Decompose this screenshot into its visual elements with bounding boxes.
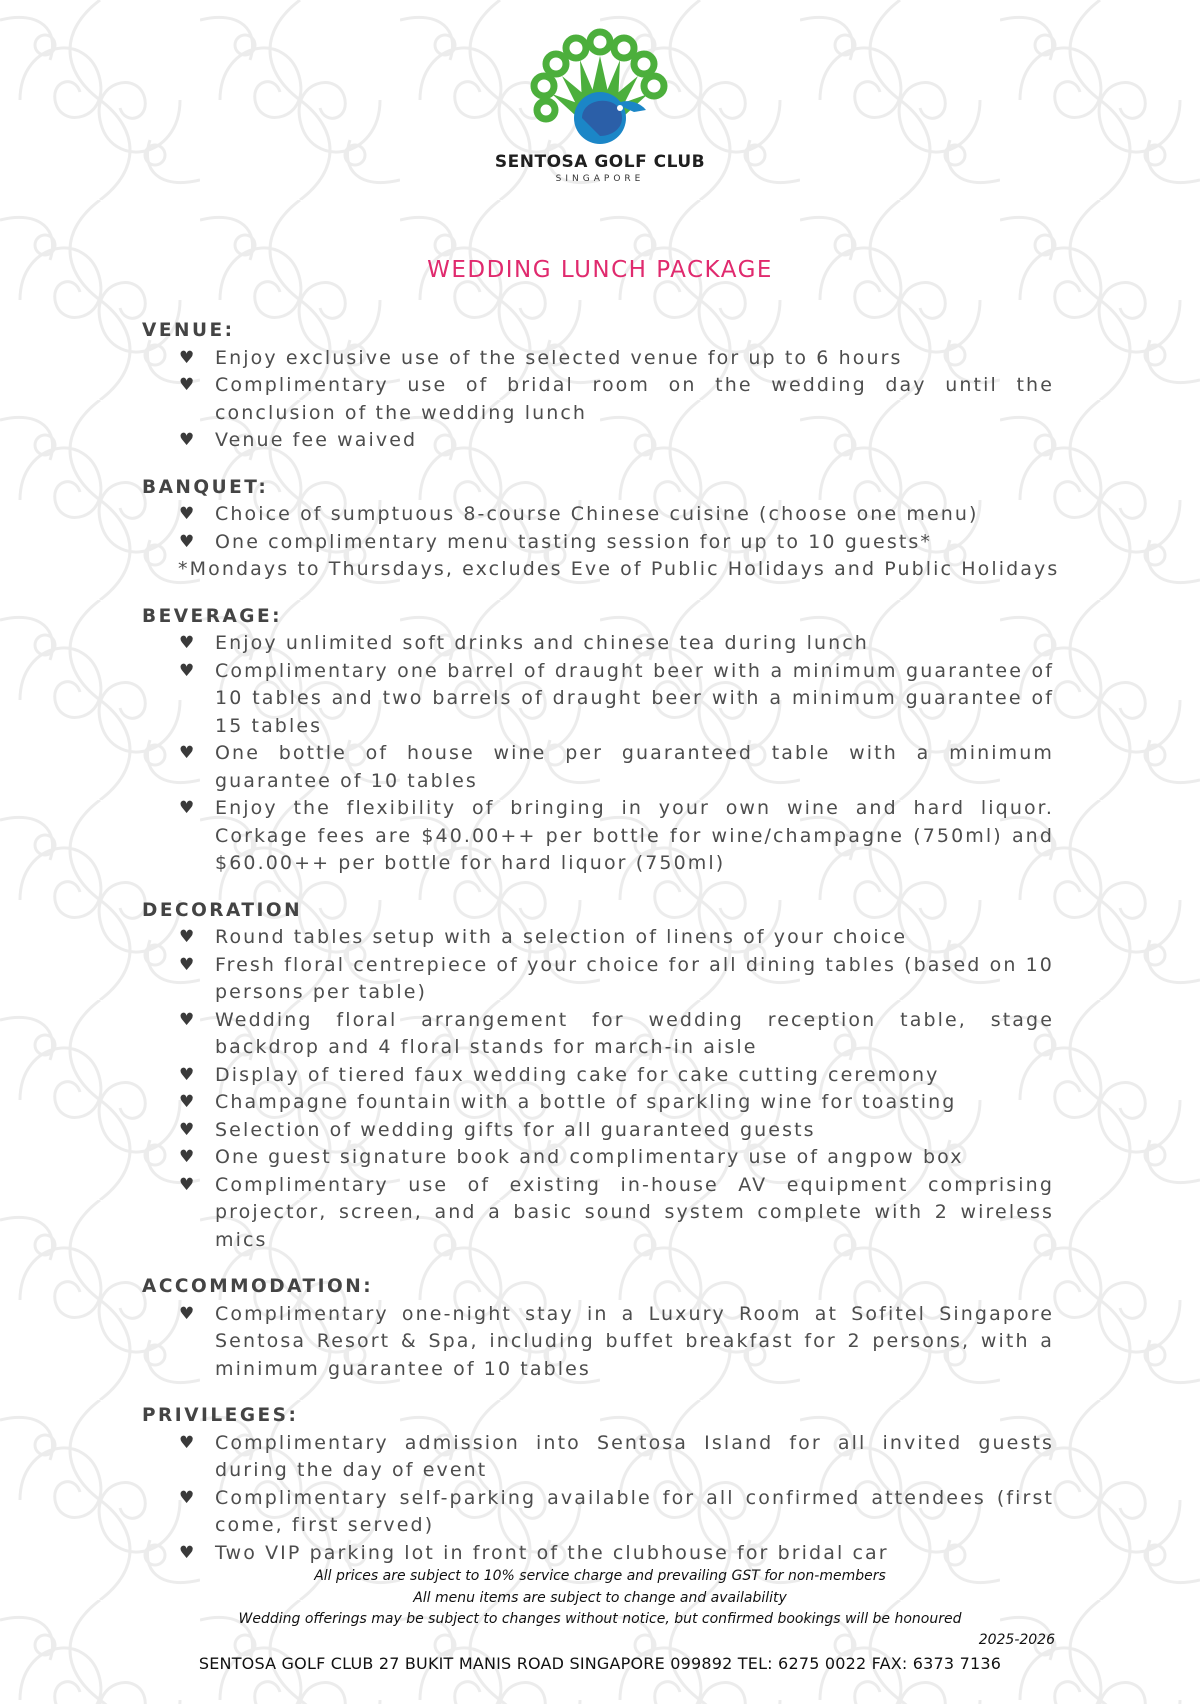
heart-bullet-icon: ♥ xyxy=(179,954,197,975)
logo-name: SENTOSA GOLF CLUB xyxy=(494,152,706,172)
list-item xyxy=(142,952,1054,1007)
list-item-text: Round tables setup with a selection of linens of your choice xyxy=(215,926,908,948)
list-item xyxy=(142,1144,1054,1172)
list-item-text: Wedding floral arrangement for wedding reception table, stage backdrop and 4 floral stands for march-in aisle xyxy=(215,1008,1054,1058)
year-label: 2025-2026 xyxy=(978,1632,1055,1648)
list-item-text: Complimentary self-parking available for all confirmed attendees (first come, first served) xyxy=(215,1486,1054,1536)
logo-subtitle: SINGAPORE xyxy=(555,174,645,184)
list-item-text: Complimentary use of bridal room on the wedding day until the conclusion of the wedding lunch xyxy=(215,374,1054,424)
list-item xyxy=(142,529,1054,557)
heart-bullet-icon: ♥ xyxy=(179,798,197,818)
list-item xyxy=(142,1007,1054,1062)
list-item-text: One complimentary menu tasting session for up to 10 guests* xyxy=(215,530,932,553)
disclaimers xyxy=(0,1566,1200,1631)
list-item xyxy=(142,924,1054,952)
list-item xyxy=(142,795,1054,878)
list-item-text: Venue fee waived xyxy=(215,429,418,451)
section-banquet xyxy=(142,474,1060,584)
list-item-text: Champagne fountain with a bottle of sparkling wine for toasting xyxy=(215,1091,957,1113)
page-title: WEDDING LUNCH PACKAGE xyxy=(427,257,773,283)
section-heading: DECORATION xyxy=(142,899,303,921)
section-list xyxy=(142,630,1054,878)
section-heading: BANQUET: xyxy=(142,476,269,498)
section-list xyxy=(142,501,1054,556)
heart-bullet-icon: ♥ xyxy=(179,375,197,395)
heart-bullet-icon: ♥ xyxy=(179,1147,197,1167)
heart-bullet-icon: ♥ xyxy=(179,1009,197,1030)
disclaimer-line: All prices are subject to 10% service charge and prevailing GST for non-members xyxy=(314,1568,886,1584)
list-item xyxy=(142,345,1054,373)
heart-bullet-icon: ♥ xyxy=(179,1064,197,1085)
disclaimer-line: Wedding offerings may be subject to changes without notice, but confirmed bookings will be honoured xyxy=(238,1611,962,1627)
heart-bullet-icon: ♥ xyxy=(179,633,197,653)
section-list xyxy=(142,1430,1054,1568)
heart-bullet-icon: ♥ xyxy=(179,504,197,524)
section-accommodation xyxy=(142,1273,1054,1383)
section-privileges xyxy=(142,1402,1054,1567)
footer-address: SENTOSA GOLF CLUB 27 BUKIT MANIS ROAD SINGAPORE 099892 TEL: 6275 0022 FAX: 6373 7136 xyxy=(198,1654,1002,1673)
list-item xyxy=(142,501,1054,529)
list-item-text: Complimentary one barrel of draught beer with a minimum guarantee of 10 tables and two barrels of draught beer with a minimum guarantee of 15 tables xyxy=(215,659,1054,737)
list-item-text: Two VIP parking lot in front of the clubhouse for bridal car xyxy=(215,1541,889,1564)
heart-bullet-icon: ♥ xyxy=(179,1432,197,1453)
disclaimer-line: All menu items are subject to change and availability xyxy=(413,1589,787,1606)
heart-bullet-icon: ♥ xyxy=(179,1303,197,1324)
section-note: *Mondays to Thursdays, excludes Eve of Public Holidays and Public Holidays xyxy=(178,558,1060,580)
list-item-text: Fresh floral centrepiece of your choice for all dining tables (based on 10 persons per table) xyxy=(215,953,1054,1003)
list-item-text: Complimentary one-night stay in a Luxury Room at Sofitel Singapore Sentosa Resort & Spa, including buffet breakfast for 2 persons, with a minimum guarantee of 10 tables xyxy=(215,1302,1054,1380)
heart-bullet-icon: ♥ xyxy=(179,1487,197,1508)
section-beverage xyxy=(142,603,1054,878)
list-item-text: One bottle of house wine per guaranteed table with a minimum guarantee of 10 tables xyxy=(215,742,1054,792)
list-item-text: Choice of sumptuous 8-course Chinese cuisine (choose one menu) xyxy=(215,503,979,525)
list-item xyxy=(142,1172,1054,1255)
list-item xyxy=(142,427,1054,455)
heart-bullet-icon: ♥ xyxy=(179,743,197,763)
heart-bullet-icon: ♥ xyxy=(179,347,197,368)
section-heading: VENUE: xyxy=(142,320,235,341)
heart-bullet-icon: ♥ xyxy=(179,1119,197,1140)
heart-bullet-icon: ♥ xyxy=(179,1092,197,1112)
peacock-icon xyxy=(530,26,670,146)
heart-bullet-icon: ♥ xyxy=(179,430,197,450)
list-item-text: Enjoy unlimited soft drinks and chinese tea during lunch xyxy=(215,632,869,654)
list-item xyxy=(142,658,1054,741)
list-item-text: Display of tiered faux wedding cake for cake cutting ceremony xyxy=(215,1063,940,1086)
club-logo xyxy=(490,26,710,194)
list-item xyxy=(142,1485,1054,1540)
section-heading: BEVERAGE: xyxy=(142,605,282,627)
list-item-text: One guest signature book and complimentary use of angpow box xyxy=(215,1146,964,1168)
list-item xyxy=(142,740,1054,795)
list-item-text: Complimentary admission into Sentosa Island for all invited guests during the day of event xyxy=(215,1431,1054,1481)
list-item-text: Complimentary use of existing in-house AV equipment comprising projector, screen, and a basic sound system complete with 2 wireless mics xyxy=(215,1173,1054,1251)
section-heading: PRIVILEGES: xyxy=(142,1405,299,1426)
list-item xyxy=(142,630,1054,658)
package-content xyxy=(142,317,1060,1586)
heart-bullet-icon: ♥ xyxy=(179,927,197,947)
section-decoration xyxy=(142,897,1054,1255)
section-list xyxy=(142,924,1054,1254)
section-list xyxy=(142,1301,1054,1384)
section-list xyxy=(142,345,1054,455)
list-item xyxy=(142,1540,1054,1568)
heart-bullet-icon: ♥ xyxy=(179,660,197,681)
list-item xyxy=(142,1117,1054,1145)
section-venue xyxy=(142,317,1054,455)
list-item-text: Enjoy the flexibility of bringing in your own wine and hard liquor. Corkage fees are $40.00++ per bottle for wine/champagne (750ml) and $60.00++ per bottle for hard liquor (750ml) xyxy=(215,797,1054,874)
heart-bullet-icon: ♥ xyxy=(179,1174,197,1195)
section-heading: ACCOMMODATION: xyxy=(142,1276,374,1297)
list-item xyxy=(142,1062,1054,1090)
heart-bullet-icon: ♥ xyxy=(179,531,197,552)
list-item xyxy=(142,1089,1054,1117)
list-item xyxy=(142,1301,1054,1384)
list-item xyxy=(142,372,1054,427)
heart-bullet-icon: ♥ xyxy=(179,1542,197,1563)
list-item xyxy=(142,1430,1054,1485)
list-item-text: Enjoy exclusive use of the selected venue for up to 6 hours xyxy=(215,346,903,369)
list-item-text: Selection of wedding gifts for all guaranteed guests xyxy=(215,1118,816,1141)
